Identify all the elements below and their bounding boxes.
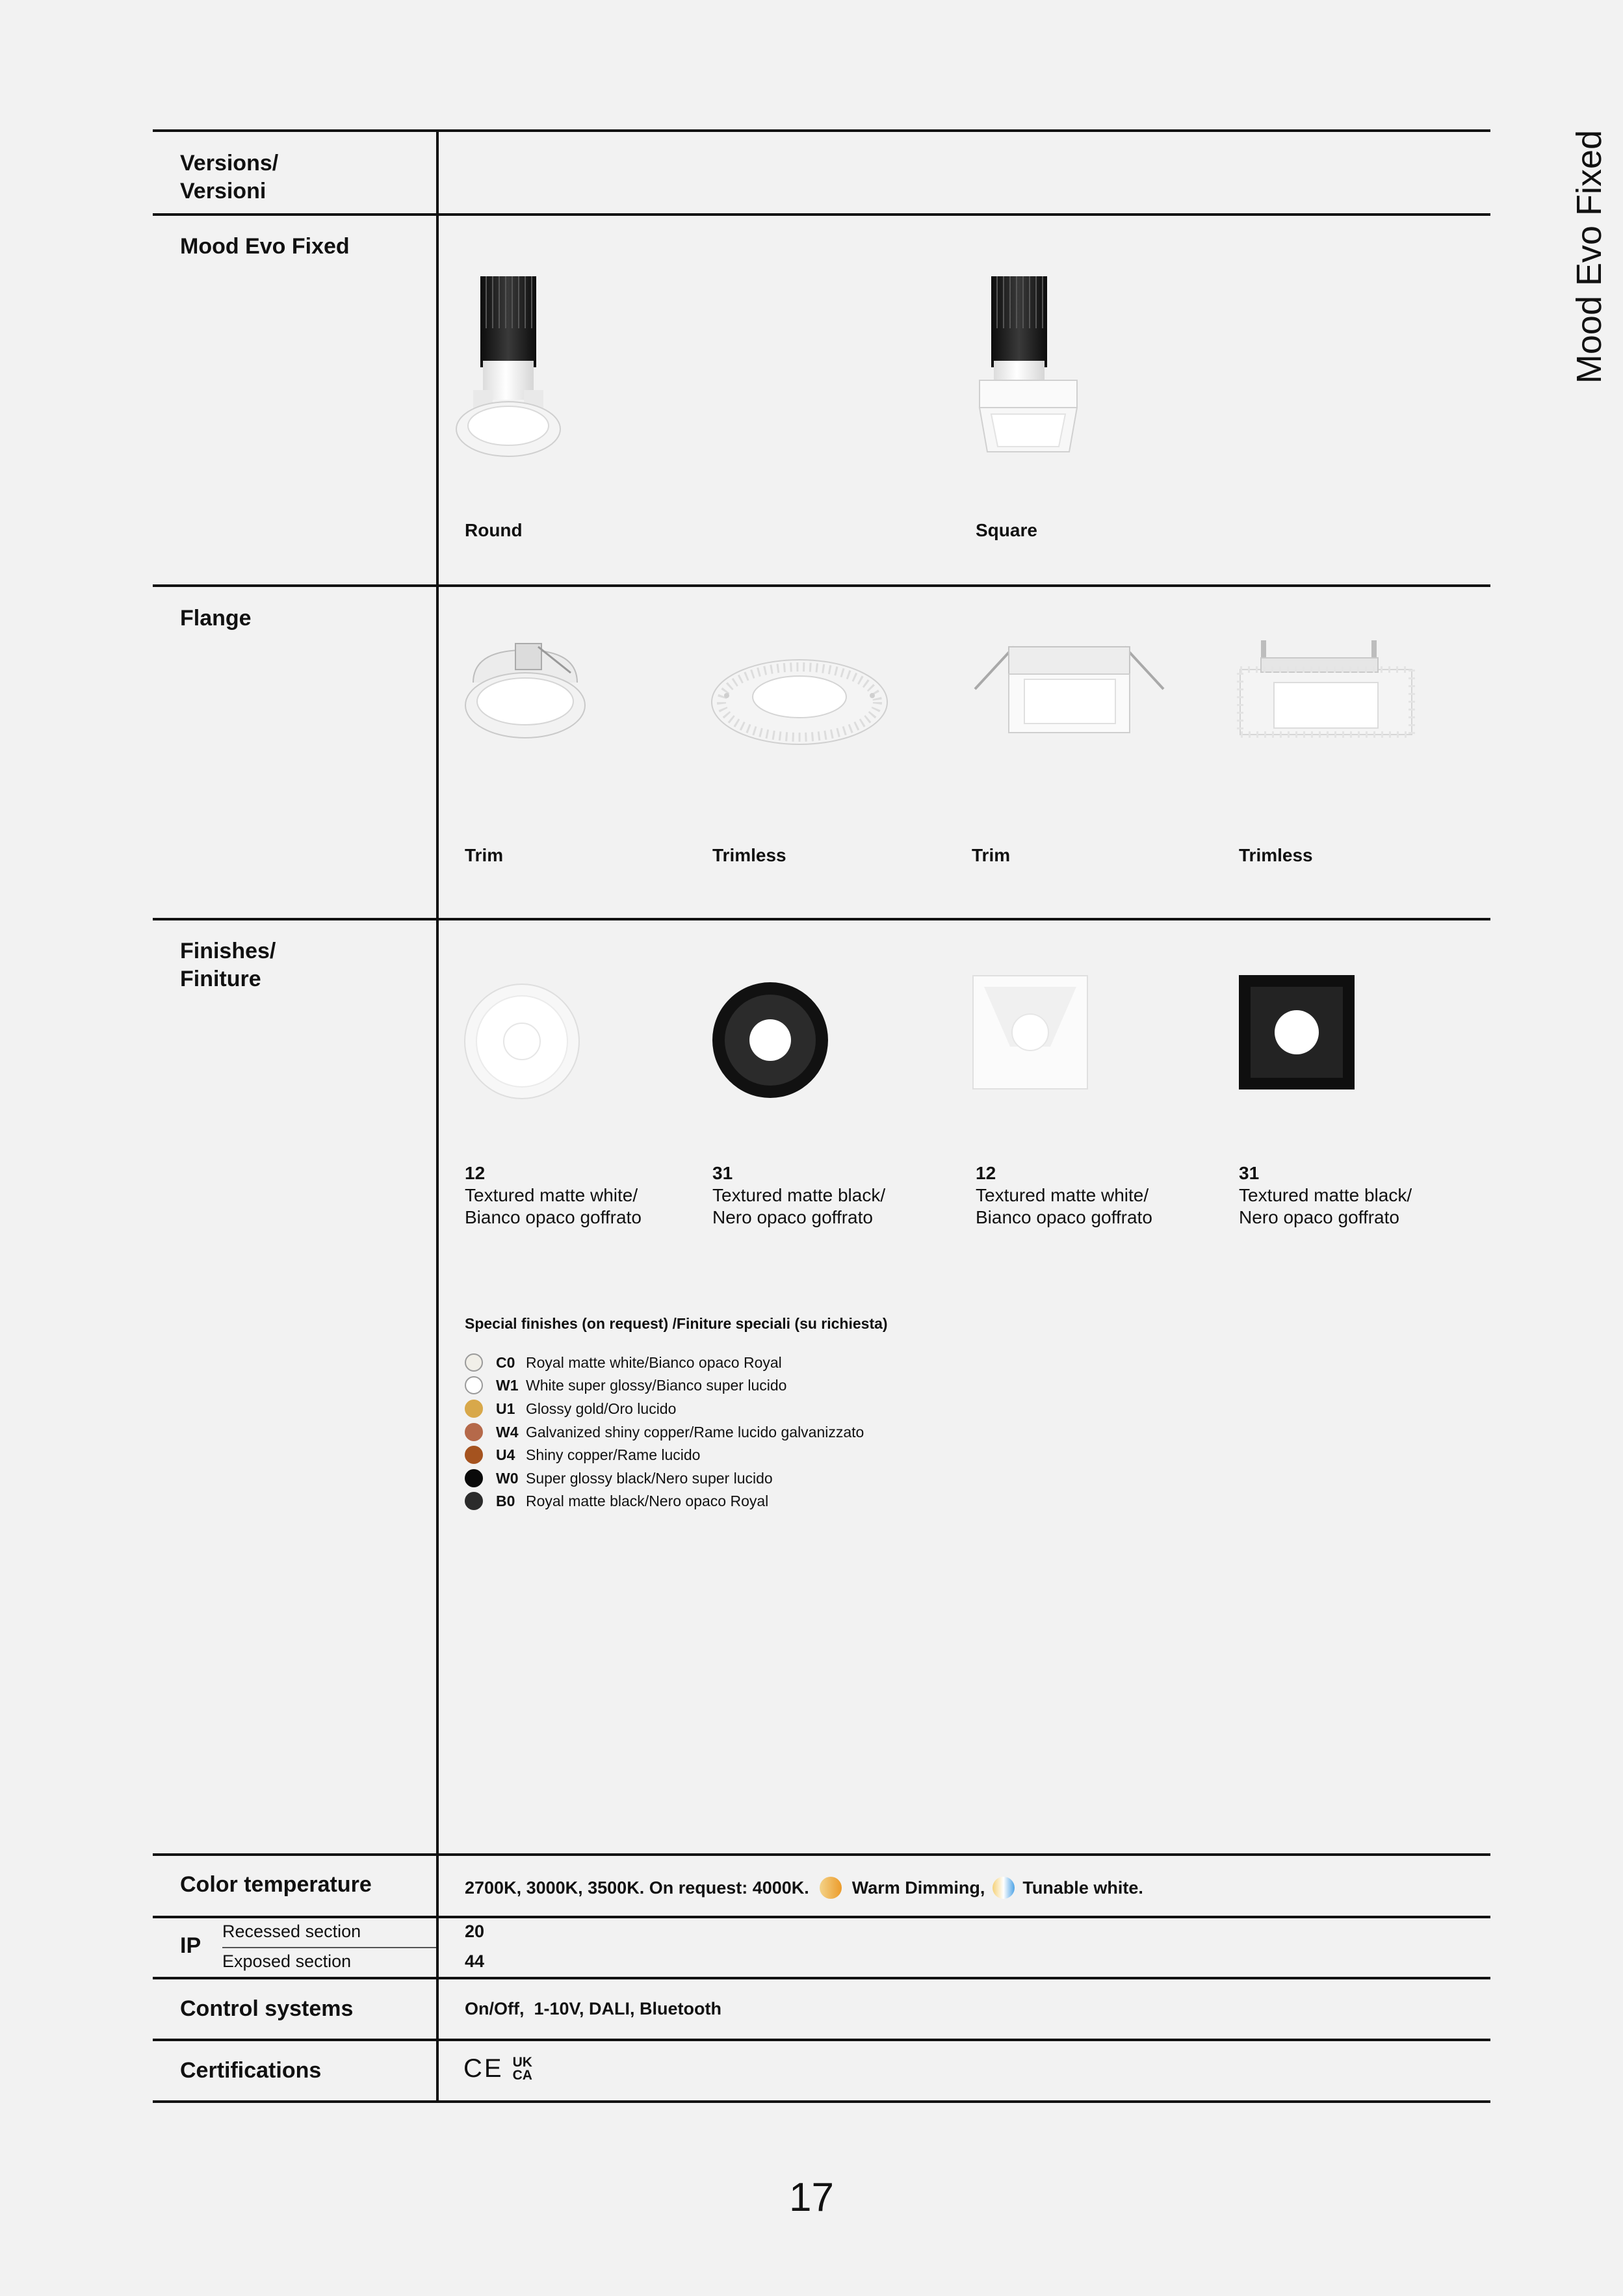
special-finish-row: W1 White super glossy/Bianco super lucido	[465, 1374, 786, 1397]
swatch-icon	[465, 1446, 483, 1464]
warm-dimming-icon	[814, 1875, 847, 1901]
ip-label: IP	[180, 1933, 201, 1958]
swatch-icon	[465, 1353, 483, 1372]
finish-square-white-image	[972, 975, 1088, 1089]
special-finish-row: U1 Glossy gold/Oro lucido	[465, 1397, 676, 1420]
ip-recessed-label: Recessed section	[222, 1922, 361, 1941]
rule-color-temp	[153, 1916, 1490, 1918]
rule-versions	[153, 213, 1490, 216]
flange-round-trim-image	[460, 634, 590, 744]
control-systems-label: Control systems	[180, 1996, 354, 2021]
flange-round-trimless-image	[708, 644, 890, 748]
flange-square-trimless-image	[1235, 637, 1417, 748]
swatch-icon	[465, 1492, 483, 1510]
swatch-icon	[465, 1423, 483, 1441]
finish-item: 31 Textured matte black/ Nero opaco goffrato	[712, 1163, 886, 1227]
color-temperature-value: 2700K, 3000K, 3500K. On request: 4000K. Warm Dimming, Tunable white.	[465, 1875, 1143, 1901]
ip-exposed-label: Exposed section	[222, 1951, 352, 1971]
square-product-image	[965, 263, 1095, 465]
finish-item: 31 Textured matte black/ Nero opaco goffrato	[1239, 1163, 1412, 1227]
ip-exposed-value: 44	[465, 1951, 485, 1971]
caption-flange-3: Trim	[972, 845, 1011, 865]
table-bottom-rule	[153, 2100, 1490, 2103]
rule-ip	[153, 1977, 1490, 1979]
certifications-label: Certifications	[180, 2058, 322, 2083]
tunable-white-icon	[987, 1875, 1020, 1901]
special-finishes-title: Special finishes (on request) /Finiture speciali (su richiesta)	[465, 1315, 888, 1332]
special-finish-row: C0 Royal matte white/Bianco opaco Royal	[465, 1351, 782, 1374]
special-finish-row: U4 Shiny copper/Rame lucido	[465, 1443, 700, 1467]
caption-square: Square	[976, 520, 1037, 540]
finish-round-black-image	[712, 982, 829, 1099]
mood-label: Mood Evo Fixed	[180, 234, 350, 259]
certification-marks	[463, 2054, 532, 2083]
caption-flange-2: Trimless	[712, 845, 786, 865]
rule-control	[153, 2039, 1490, 2041]
swatch-icon	[465, 1376, 483, 1394]
caption-round: Round	[465, 520, 523, 540]
round-product-image	[455, 263, 585, 465]
flange-label: Flange	[180, 606, 252, 631]
special-finish-row: B0 Royal matte black/Nero opaco Royal	[465, 1489, 768, 1513]
page-number: 17	[789, 2175, 834, 2220]
control-systems-value: On/Off, 1-10V, DALI, Bluetooth	[465, 1999, 722, 2018]
rule-flange	[153, 918, 1490, 920]
swatch-icon	[465, 1400, 483, 1418]
color-temperature-label: Color temperature	[180, 1872, 372, 1897]
finish-item: 12 Textured matte white/ Bianco opaco goffrato	[976, 1163, 1152, 1227]
flange-square-trim-image	[968, 634, 1170, 744]
finish-item: 12 Textured matte white/ Bianco opaco goffrato	[465, 1163, 642, 1227]
ukca-mark-icon: UK CA	[512, 2054, 532, 2083]
finishes-label: Finishes/ Finiture	[180, 939, 276, 991]
special-finish-row: W0 Super glossy black/Nero super lucido	[465, 1467, 773, 1490]
rule-mood	[153, 584, 1490, 587]
ip-subdivider	[222, 1947, 436, 1948]
table-top-rule	[153, 129, 1490, 132]
rule-finishes	[153, 1853, 1490, 1856]
versions-label: Versions/ Versioni	[180, 151, 279, 203]
special-finish-row: W4 Galvanized shiny copper/Rame lucido galvanizzato	[465, 1420, 864, 1444]
caption-flange-4: Trimless	[1239, 845, 1313, 865]
swatch-icon	[465, 1469, 483, 1487]
finish-round-white-image	[463, 983, 580, 1100]
caption-flange-1: Trim	[465, 845, 504, 865]
column-divider	[436, 129, 439, 2103]
ip-recessed-value: 20	[465, 1922, 485, 1941]
side-title: Mood Evo Fixed	[1570, 129, 1609, 384]
ce-mark-icon: CE	[463, 2054, 504, 2083]
finish-square-black-image	[1239, 975, 1355, 1089]
